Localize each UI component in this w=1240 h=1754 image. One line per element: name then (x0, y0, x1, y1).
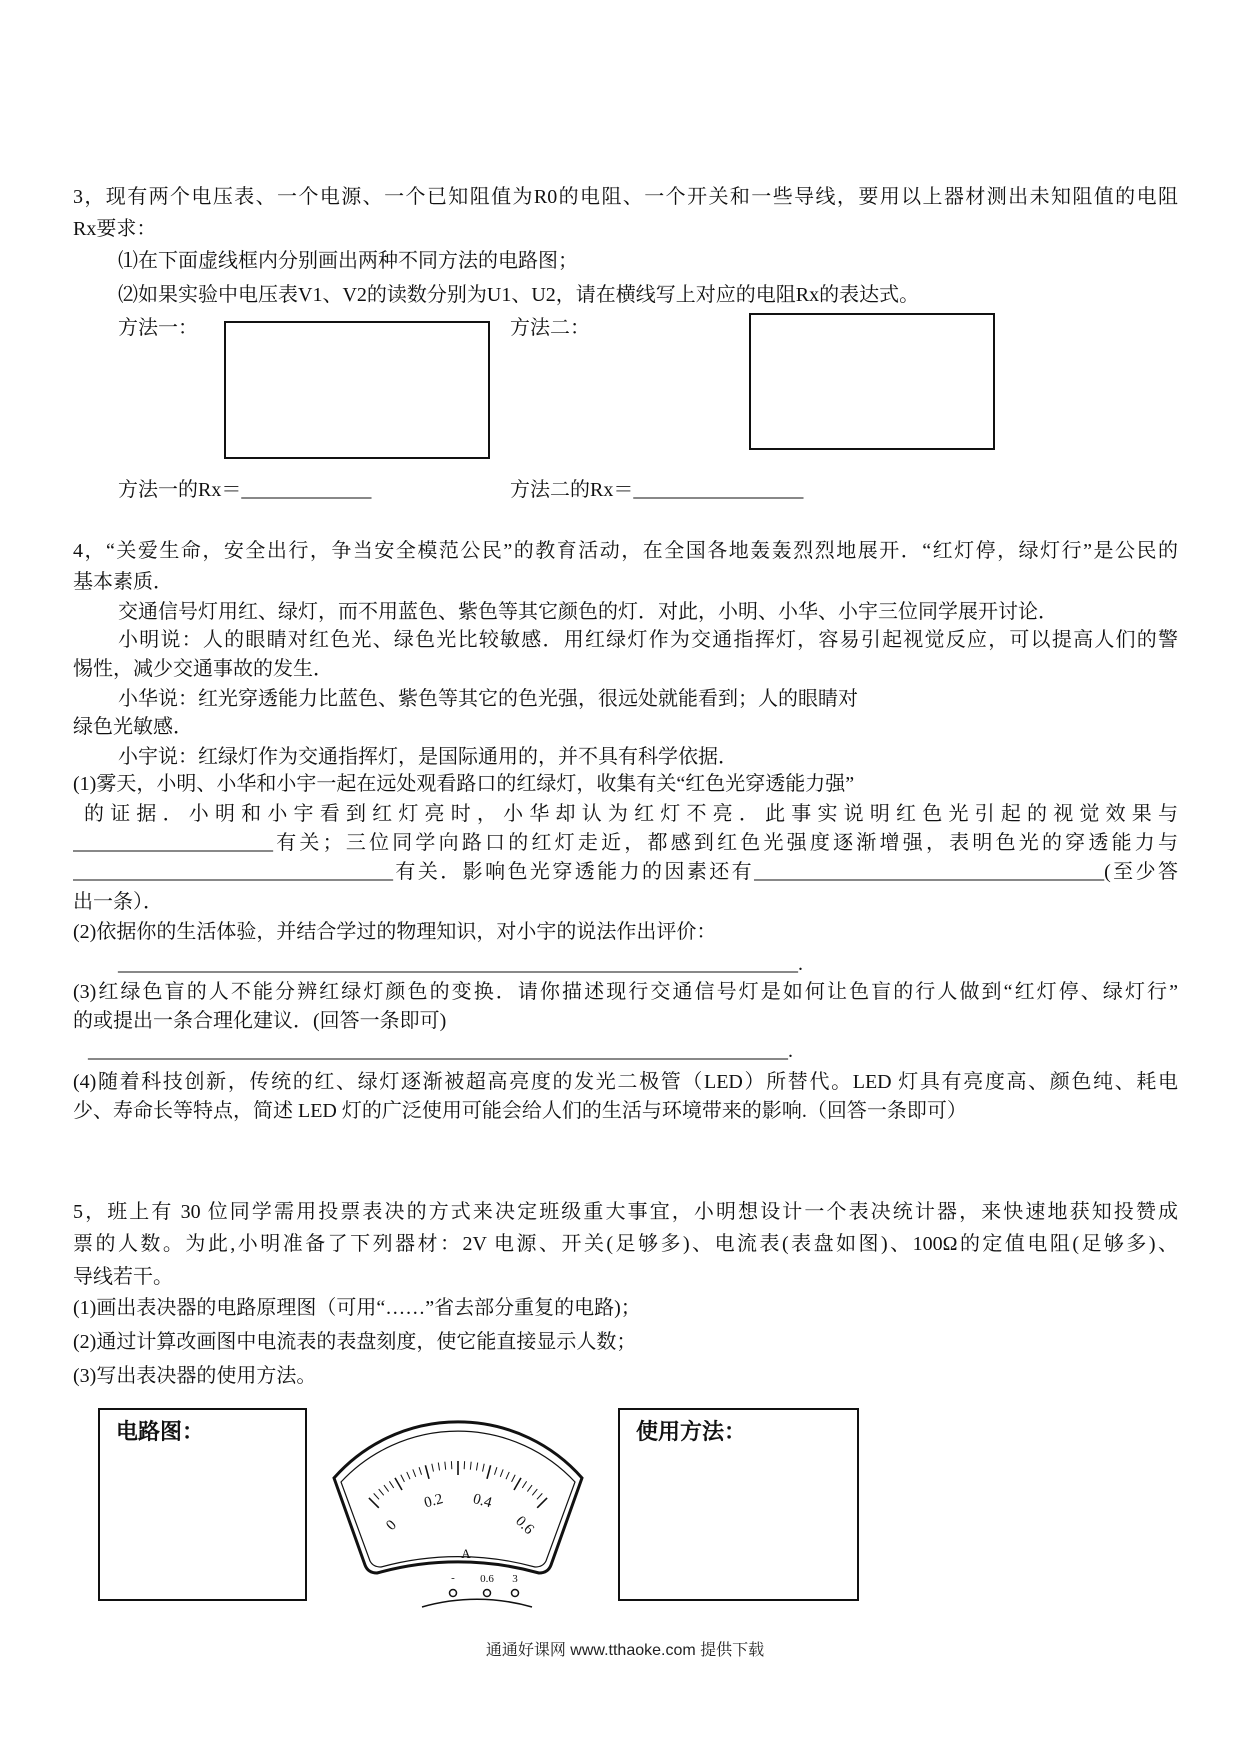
q4-line: 绿色光敏感． (73, 716, 193, 738)
terminal-label: 3 (512, 1573, 518, 1585)
ammeter-dial (327, 1415, 589, 1611)
q5-sub-1: (1)画出表决器的电路原理图（可用“……”省去部分重复的电路)； (73, 1297, 641, 1319)
q4-answer-blank: ______________________________________________________________________. (88, 1040, 793, 1062)
method1-label: 方法一： (118, 317, 198, 339)
q4-line: 少、寿命长等特点，简述 LED 灯的广泛使用可能会给人们的生活与环境带来的影响.（回答一条即可） (73, 1100, 967, 1122)
q5-sub-2: (2)通过计算改画图中电流表的表盘刻度，使它能直接显示人数； (73, 1331, 637, 1353)
q4-line: 小华说：红光穿透能力比蓝色、紫色等其它的色光强，很远处就能看到；人的眼睛对 (118, 688, 858, 710)
dial-scale-label: 0.4 (471, 1491, 494, 1512)
q3-sub-2: ⑵如果实验中电压表V1、V2的读数分别为U1、U2，请在横线写上对应的电阻Rx的表达式。 (118, 284, 920, 306)
dial-scale-label: 0 (383, 1517, 400, 1534)
terminal-label: - (451, 1572, 455, 1584)
q4-blank-line: ____________________有关；三位同学向路口的红灯走近，都感到红色光强度逐渐增强，表明色光的穿透能力与 (73, 832, 1178, 854)
method2-circuit-box (749, 313, 995, 450)
method2-label: 方法二： (510, 317, 590, 339)
q5-sub-3: (3)写出表决器的使用方法。 (73, 1365, 317, 1387)
terminal-post (512, 1590, 519, 1597)
terminal-post (484, 1590, 491, 1597)
q4-line: 小宇说：红绿灯作为交通指挥灯，是国际通用的，并不具有科学依据． (118, 746, 738, 768)
q4-line: 的或提出一条合理化建议．(回答一条即可) (73, 1010, 447, 1032)
q4-line: 4，“关爱生命，安全出行，争当安全模范公民”的教育活动，在全国各地轰轰烈烈地展开．“红灯停，绿灯行”是公民的 (73, 540, 1178, 562)
method1-answer: 方法一的Rx＝_____________ (118, 479, 372, 501)
dial-scale-label: 0.6 (512, 1513, 537, 1538)
q4-answer-blank: ____________________________________________________________________. (118, 953, 803, 975)
q4-line: 惕性，减少交通事故的发生． (73, 658, 333, 680)
dial-scale-label: 0.2 (422, 1491, 445, 1512)
q3-line-2: Rx要求： (73, 218, 157, 240)
circuit-box-label: 电路图： (116, 1420, 205, 1445)
terminal-post (450, 1590, 457, 1597)
method2-answer: 方法二的Rx＝_________________ (510, 479, 804, 501)
q4-sub-1: (1)雾天，小明、小华和小宇一起在远处观看路口的红绿灯，收集有关“红色光穿透能力强” (73, 773, 855, 795)
q4-sub-2: (2)依据你的生活体验，并结合学过的物理知识，对小宇的说法作出评价： (73, 921, 717, 943)
q3-line-1: 3，现有两个电压表、一个电源、一个已知阻值为R0的电阻、一个开关和一些导线，要用以上器材测出未知阻值的电阻 (73, 186, 1178, 208)
terminal-base-arc (422, 1599, 532, 1607)
q4-sub-3: (3)红绿色盲的人不能分辨红绿灯颜色的变换．请你描述现行交通信号灯是如何让色盲的行人做到“红灯停、绿灯行” (73, 981, 1178, 1003)
usage-box-label: 使用方法： (636, 1420, 747, 1445)
q4-line: 的证据．小明和小宇看到红灯亮时，小华却认为红灯不亮．此事实说明红色光引起的视觉效果与 (84, 803, 1178, 825)
dial-outer-frame (334, 1422, 582, 1573)
q4-sub-4: (4)随着科技创新，传统的红、绿灯逐渐被超高亮度的发光二极管（LED）所替代。LED 灯具有亮度高、颜色纯、耗电 (73, 1071, 1178, 1093)
q4-line: 基本素质． (73, 571, 173, 593)
q5-line: 5，班上有 30 位同学需用投票表决的方式来决定班级重大事宜，小明想设计一个表决统计器，来快速地获知投赞成 (73, 1201, 1178, 1223)
q4-blank-line: ________________________________有关．影响色光穿透能力的因素还有___________________________________(至少答 (73, 861, 1178, 883)
dial-unit: A (461, 1546, 471, 1561)
q4-line: 出一条）． (73, 891, 163, 913)
q5-line: 导线若干。 (73, 1266, 173, 1288)
q5-line: 票的人数。为此,小明准备了下列器材：2V 电源、开关(足够多)、电流表(表盘如图)、100Ω的定值电阻(足够多)、 (73, 1233, 1178, 1255)
q3-sub-1: ⑴在下面虚线框内分别画出两种不同方法的电路图； (118, 250, 578, 272)
method1-circuit-box (224, 321, 490, 459)
footer-source: 通通好课网 www.tthaoke.com 提供下载 (485, 1642, 765, 1659)
terminal-label: 0.6 (480, 1573, 494, 1585)
q4-line: 交通信号灯用红、绿灯，而不用蓝色、紫色等其它颜色的灯．对此，小明、小华、小宇三位同学展开讨论． (118, 601, 1058, 623)
q4-line: 小明说：人的眼睛对红色光、绿色光比较敏感．用红绿灯作为交通指挥灯，容易引起视觉反应，可以提高人们的警 (118, 629, 1178, 651)
